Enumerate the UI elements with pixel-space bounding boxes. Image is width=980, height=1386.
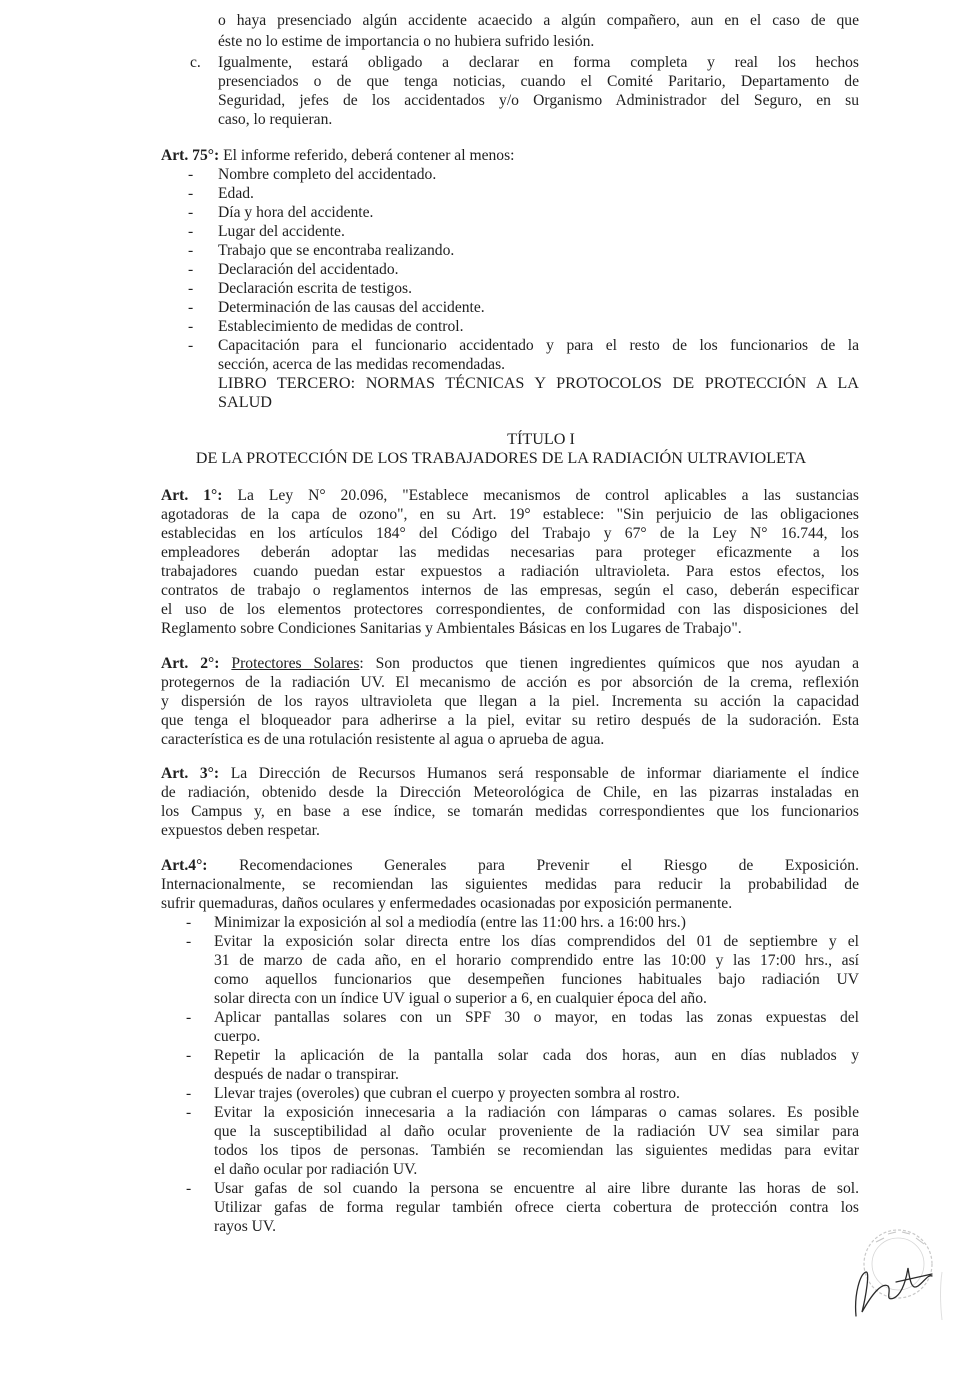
article-2-first-line bbox=[161, 654, 859, 673]
list-item-continuation: Utilizar gafas de forma regular también ofrece cierta cobertura de protección contra los bbox=[214, 1199, 859, 1216]
text-line: éste no lo estime de importancia o no hubiera sufrido lesión. bbox=[218, 33, 595, 50]
list-item: Minimizar la exposición al sol a mediodía (entre las 11:00 hrs. a 16:00 hrs.) bbox=[214, 914, 686, 931]
bullet-marker: - bbox=[188, 280, 194, 297]
book-heading-continuation: SALUD bbox=[218, 393, 272, 411]
list-item-continuation: 31 de marzo de cada año, en el horario comprendido entre las 10:00 y las 17:00 hrs., así bbox=[214, 952, 859, 969]
text-line: agotadoras de la capa de ozono", en su Art. 19° establece: "Sin perjuicio de las obligaciones bbox=[161, 506, 859, 523]
article-3-first-line bbox=[161, 764, 859, 783]
text-line: Igualmente, estará obligado a declarar en forma completa y real los hechos bbox=[218, 54, 859, 71]
article-label: Art. 2°: bbox=[161, 655, 220, 672]
text-line: contratos de trabajo o reglamentos internos de las empresas, según el caso, deberán especificar bbox=[161, 582, 859, 599]
article-label: Art. 1°: bbox=[161, 487, 223, 504]
bullet-marker: - bbox=[188, 204, 194, 221]
text-line: de radiación, obtenido desde la Dirección Meteorológica de Chile, en las pizarras instaladas en bbox=[161, 784, 859, 801]
article-label: Art. 3°: bbox=[161, 765, 220, 782]
article-75-heading bbox=[161, 146, 861, 165]
title-number: TÍTULO I bbox=[507, 430, 575, 448]
bullet-marker: - bbox=[186, 1009, 192, 1026]
list-item: Lugar del accidente. bbox=[218, 223, 345, 240]
list-item: Repetir la aplicación de la pantalla solar cada dos horas, aun en días nublados y bbox=[214, 1047, 859, 1064]
text-line: característica es de una rotulación resistente al agua o aprueba de agua. bbox=[161, 731, 605, 748]
list-item-continuation: todos los tipos de personas. También se recomiendan las siguientes medidas para evitar bbox=[214, 1142, 859, 1159]
list-item-continuation: rayos UV. bbox=[214, 1218, 277, 1235]
text-line: Internacionalmente, se recomiendan las siguientes medidas para reducir la probabilidad de bbox=[161, 876, 859, 893]
text-line: protegernos de la radiación UV. El mecanismo de acción es por absorción de la crema, reflexión bbox=[161, 674, 859, 691]
list-item-continuation: el daño ocular por radiación UV. bbox=[214, 1161, 418, 1178]
book-heading: LIBRO TERCERO: NORMAS TÉCNICAS Y PROTOCOLOS DE PROTECCIÓN A LA bbox=[218, 374, 859, 392]
bullet-marker: - bbox=[186, 1104, 192, 1121]
text-line: y dispersión de los rayos ultravioleta que llegan a la piel. Incrementa su acción la capacidad bbox=[161, 693, 859, 710]
list-item: Nombre completo del accidentado. bbox=[218, 166, 437, 183]
article-text: Recomendaciones Generales para Prevenir el Riesgo de Exposición. bbox=[207, 857, 859, 874]
text-line: expuestos deben respetar. bbox=[161, 822, 320, 839]
article-1-first-line bbox=[161, 486, 859, 505]
text-line: que tenga el bloqueador para adherirse a la piel, evitar su retiro después de la sudoración. Esta bbox=[161, 712, 859, 729]
bullet-marker: - bbox=[188, 337, 194, 354]
text-line: presenciados o de que tenga noticias, cuando el Comité Paritario, Departamento de bbox=[218, 73, 859, 90]
bullet-marker: - bbox=[186, 1047, 192, 1064]
text-line: establecidas en los artículos 184° del Código del Trabajo y 67° de la Ley N° 16.744, los bbox=[161, 525, 859, 542]
article-4-first-line bbox=[161, 856, 859, 875]
list-item: Declaración del accidentado. bbox=[218, 261, 399, 278]
list-item: Llevar trajes (overoles) que cubran el cuerpo y proyecten sombra al rostro. bbox=[214, 1085, 680, 1102]
bullet-marker: - bbox=[188, 185, 194, 202]
bullet-marker: - bbox=[188, 299, 194, 316]
text-line: Reglamento sobre Condiciones Sanitarias y Ambientales Básicas en los Lugares de Trabajo". bbox=[161, 620, 742, 637]
list-item: Usar gafas de sol cuando la persona se encuentre al aire libre durante las horas de sol. bbox=[214, 1180, 859, 1197]
article-text: La Dirección de Recursos Humanos será responsable de informar diariamente el índice bbox=[219, 765, 859, 782]
list-item-continuation: solar directa con un índice UV igual o superior a 6, en cualquier época del año. bbox=[214, 990, 707, 1007]
bullet-marker: - bbox=[186, 1085, 192, 1102]
list-item: Día y hora del accidente. bbox=[218, 204, 374, 221]
list-item: Determinación de las causas del accidente. bbox=[218, 299, 485, 316]
list-item-continuation: cuerpo. bbox=[214, 1028, 261, 1045]
bullet-marker: - bbox=[188, 242, 194, 259]
list-item-continuation: sección, acerca de las medidas recomendadas. bbox=[218, 356, 506, 373]
list-item-continuation: que la susceptibilidad al daño ocular proveniente de la radiación UV sea similar para bbox=[214, 1123, 859, 1140]
list-item: Edad. bbox=[218, 185, 254, 202]
text-line: Seguridad, jefes de los accidentados y/o Organismo Administrador del Seguro, en su bbox=[218, 92, 859, 109]
text-line: trabajadores cuando puedan estar expuestos a radiación ultravioleta. Para estos efectos, los bbox=[161, 563, 859, 580]
bullet-marker: - bbox=[188, 223, 194, 240]
list-item: Aplicar pantallas solares con un SPF 30 o mayor, en todas las zonas expuestas del bbox=[214, 1009, 859, 1026]
list-item-continuation: como aquellos funcionarios que desempeñen funciones habituales bajo radiación UV bbox=[214, 971, 859, 988]
list-item: Evitar la exposición solar directa entre los días comprendidos del 01 de septiembre y el bbox=[214, 933, 859, 950]
text-line: o haya presenciado algún accidente acaecido a algún compañero, aun en el caso de que bbox=[218, 12, 859, 29]
list-item: Declaración escrita de testigos. bbox=[218, 280, 412, 297]
text-line: el uso de los elementos protectores correspondientes, de conformidad con las disposiciones del bbox=[161, 601, 859, 618]
article-text: : Son productos que tienen ingredientes químicos que nos ayudan a bbox=[359, 655, 860, 672]
list-item: Evitar la exposición innecesaria a la radiación con lámparas o camas solares. Es posible bbox=[214, 1104, 859, 1121]
text-line: sufrir quemaduras, daños oculares y enfermedades ocasionadas por exposición permanente. bbox=[161, 895, 733, 912]
text-line: caso, lo requieran. bbox=[218, 111, 333, 128]
list-item: Capacitación para el funcionario accidentado y para el resto de los funcionarios de la bbox=[218, 337, 859, 354]
bullet-marker: - bbox=[188, 261, 194, 278]
bullet-marker: - bbox=[188, 166, 194, 183]
text-line: empleadores deberán adoptar las medidas necesarias para proteger eficazmente a los bbox=[161, 544, 859, 561]
list-item-continuation: después de nadar o transpirar. bbox=[214, 1066, 399, 1083]
bullet-marker: - bbox=[186, 933, 192, 950]
title-heading: DE LA PROTECCIÓN DE LOS TRABAJADORES DE LA RADIACIÓN ULTRAVIOLETA bbox=[195, 449, 807, 467]
defined-term: Protectores Solares bbox=[231, 655, 360, 672]
text-line: los Campus y, en base a ese índice, se tomarán medidas correspondientes que los funcionarios bbox=[161, 803, 859, 820]
list-item: Establecimiento de medidas de control. bbox=[218, 318, 464, 335]
bullet-marker: - bbox=[188, 318, 194, 335]
article-text: La Ley N° 20.096, "Establece mecanismos de control aplicables a las sustancias bbox=[222, 487, 859, 504]
article-label: Art.4°: bbox=[161, 857, 208, 874]
article-label: Art. 75°: bbox=[161, 147, 220, 164]
list-item: Trabajo que se encontraba realizando. bbox=[218, 242, 455, 259]
article-text: El informe referido, deberá contener al menos: bbox=[219, 147, 515, 164]
bullet-marker: - bbox=[186, 1180, 192, 1197]
seal-stamp-icon bbox=[836, 1224, 946, 1324]
list-marker: c. bbox=[190, 54, 201, 71]
bullet-marker: - bbox=[186, 914, 192, 931]
